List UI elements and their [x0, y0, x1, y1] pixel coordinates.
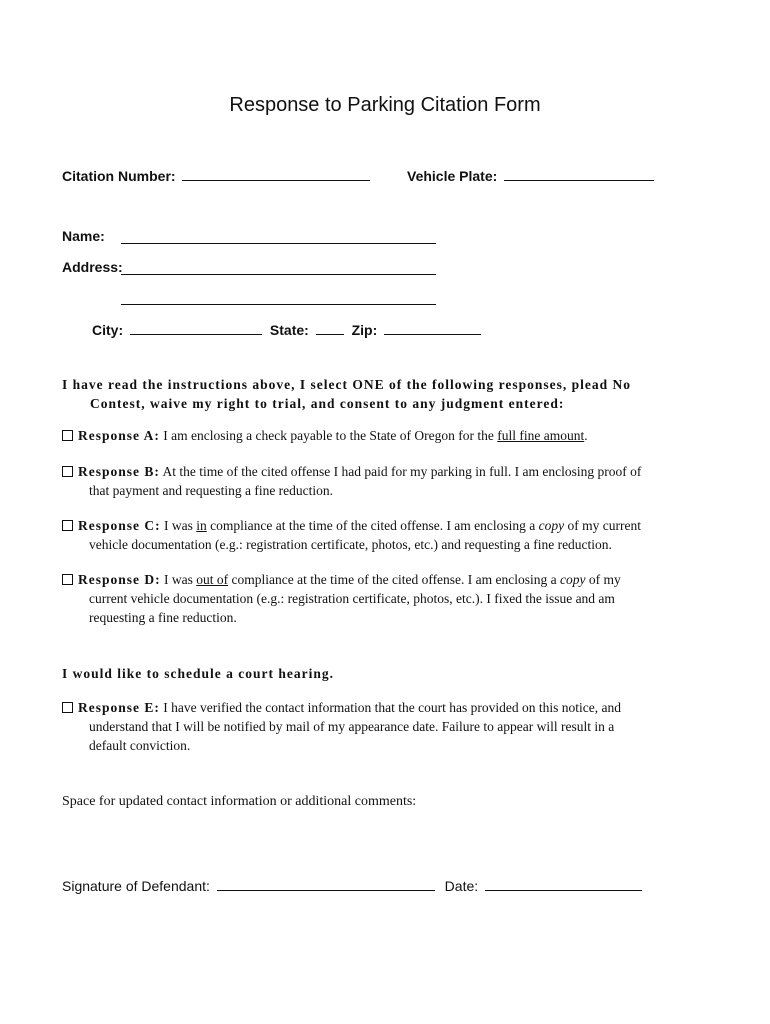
- state-label: State:: [269, 322, 309, 338]
- response-b-text-line1: At the time of the cited offense I had paid for my parking in full. I am enclosing proof of: [159, 464, 642, 479]
- response-e-checkbox[interactable]: [62, 702, 73, 713]
- response-c-text-3: of my current: [564, 518, 642, 533]
- response-d-text-1: I was: [160, 572, 197, 587]
- response-d-label: Response D:: [78, 572, 161, 587]
- response-b: [62, 462, 712, 500]
- response-a-label: Response A:: [78, 428, 160, 443]
- response-a-underlined: full fine amount: [497, 428, 585, 443]
- response-e-label: Response E:: [78, 700, 160, 715]
- response-d-text-3: of my: [585, 572, 621, 587]
- response-a-text: I am enclosing a check payable to the State of Oregon for the: [159, 428, 498, 443]
- response-d-text-line2: current vehicle documentation (e.g.: registration certificate, photos, etc.). I fixed the issue and am: [89, 591, 615, 606]
- response-d-checkbox[interactable]: [62, 574, 73, 585]
- address-line1-field[interactable]: [121, 260, 436, 275]
- response-a-text-end: .: [584, 428, 588, 443]
- response-e-text-line3: default conviction.: [89, 738, 191, 753]
- state-field[interactable]: [316, 320, 344, 335]
- address-label: Address:: [62, 259, 123, 275]
- response-c-underlined: in: [196, 518, 207, 533]
- response-a: [62, 426, 712, 445]
- response-d: [62, 570, 712, 627]
- form-title: Response to Parking Citation Form: [229, 94, 541, 116]
- court-hearing-heading: I would like to schedule a court hearing.: [62, 666, 335, 681]
- signature-row: [62, 876, 642, 894]
- response-b-checkbox[interactable]: [62, 466, 73, 477]
- response-c-italic: copy: [538, 518, 565, 533]
- citation-number-label: Citation Number:: [62, 168, 176, 184]
- response-e-text-line2: understand that I will be notified by mail of my appearance date. Failure to appear will result in a: [89, 719, 615, 734]
- address-line2-field[interactable]: [121, 290, 436, 305]
- response-b-label: Response B:: [78, 464, 160, 479]
- city-field[interactable]: [130, 320, 262, 335]
- signature-label: Signature of Defendant:: [62, 878, 210, 894]
- comments-label: Space for updated contact information or additional comments:: [62, 794, 417, 809]
- vehicle-plate-label: Vehicle Plate:: [407, 168, 498, 184]
- comments-area[interactable]: [62, 812, 702, 872]
- vehicle-plate-field[interactable]: [504, 166, 654, 181]
- response-e-text-line1: I have verified the contact information that the court has provided on this notice, and: [159, 700, 621, 715]
- vehicle-plate-row: [407, 166, 654, 184]
- citation-number-field[interactable]: [182, 166, 370, 181]
- signature-field[interactable]: [217, 876, 435, 891]
- citation-number-row: [62, 166, 370, 184]
- name-field[interactable]: [121, 229, 436, 244]
- zip-field[interactable]: [384, 320, 481, 335]
- instructions-line2: Contest, waive my right to trial, and consent to any judgment entered:: [90, 396, 565, 411]
- response-c-text-2: compliance at the time of the cited offense. I am enclosing a: [206, 518, 539, 533]
- city-state-zip-row: [92, 320, 481, 338]
- response-d-text-line3: requesting a fine reduction.: [89, 610, 237, 625]
- name-label: Name:: [62, 228, 105, 244]
- response-c-text-line2: vehicle documentation (e.g.: registration certificate, photos, etc.) and requesting a fine reduction.: [89, 537, 612, 552]
- city-label: City:: [92, 322, 124, 338]
- response-b-text-line2: that payment and requesting a fine reduction.: [89, 483, 334, 498]
- response-c-label: Response C:: [78, 518, 161, 533]
- zip-label: Zip:: [351, 322, 378, 338]
- date-field[interactable]: [485, 876, 642, 891]
- response-c-text-1: I was: [160, 518, 197, 533]
- response-a-checkbox[interactable]: [62, 430, 73, 441]
- response-c: [62, 516, 712, 554]
- response-e: [62, 698, 712, 755]
- date-label: Date:: [444, 878, 479, 894]
- response-c-checkbox[interactable]: [62, 520, 73, 531]
- instructions-line1: I have read the instructions above, I select ONE of the following responses, plead No: [62, 377, 632, 392]
- response-d-underlined: out of: [196, 572, 229, 587]
- response-d-text-2: compliance at the time of the cited offense. I am enclosing a: [228, 572, 561, 587]
- response-d-italic: copy: [560, 572, 586, 587]
